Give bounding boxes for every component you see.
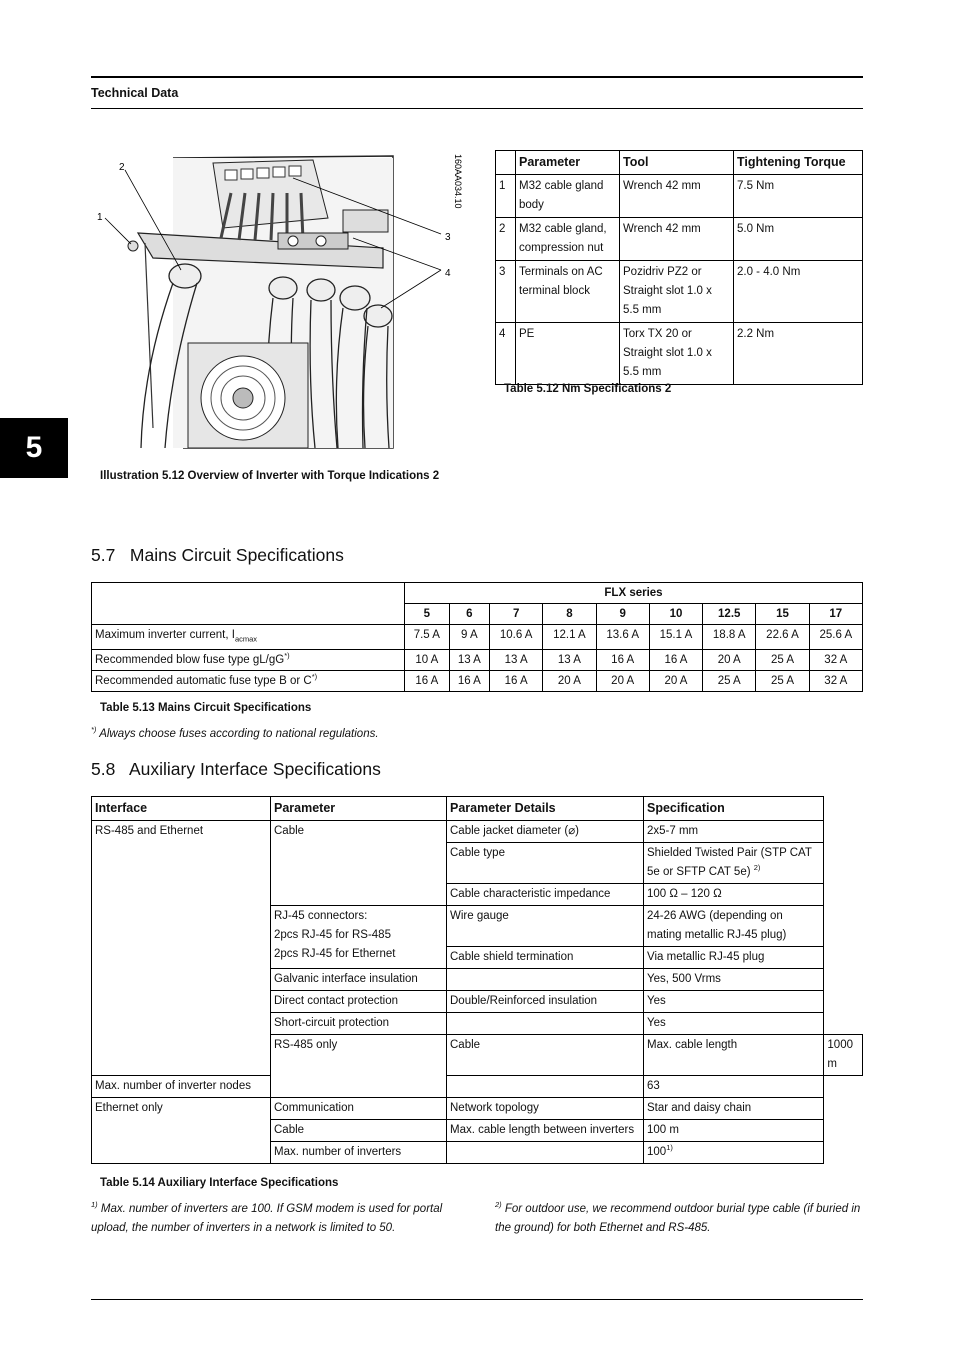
table-header-row — [92, 583, 863, 604]
column-header: 7 — [490, 604, 543, 625]
detail-cell: Cable type — [447, 843, 644, 884]
value-cell: 18.8 A — [703, 625, 756, 650]
spec-cell: Yes — [644, 991, 824, 1013]
detail-cell — [447, 1076, 644, 1098]
spec-cell: 1000 m — [824, 1035, 863, 1076]
table-row — [496, 175, 863, 218]
value-cell: 16 A — [490, 671, 543, 692]
parameter-cell: PE — [516, 323, 620, 385]
parameter-cell: Max. number of inverter nodes — [92, 1076, 271, 1098]
spec-cell: Yes, 500 Vrms — [644, 969, 824, 991]
table-header-row — [496, 151, 863, 175]
value-cell: 10.6 A — [490, 625, 543, 650]
tool-cell: Torx TX 20 or Straight slot 1.0 x 5.5 mm — [620, 323, 734, 385]
value-cell: 25.6 A — [809, 625, 862, 650]
table-row — [496, 261, 863, 323]
value-cell: 20 A — [703, 650, 756, 671]
parameter-cell: M32 cable gland body — [516, 175, 620, 218]
row-number: 1 — [496, 175, 516, 218]
footnote-1: $^{1)}$ Max. number of inverters are 100. If GSM modem is used for portal upload, the number of inverters in a network is limited to 50. — [91, 1200, 443, 1234]
table-row — [92, 821, 863, 843]
blank-header-cell — [92, 583, 405, 625]
value-cell: 13.6 A — [596, 625, 649, 650]
table-row — [92, 1098, 863, 1120]
value-cell: 20 A — [543, 671, 596, 692]
torque-cell: 2.0 - 4.0 Nm — [734, 261, 863, 323]
column-header: 17 — [809, 604, 862, 625]
spec-cell: 100 Ω – 120 Ω — [644, 884, 824, 906]
interface-cell: RS-485 only — [271, 1035, 447, 1098]
header-cell: Parameter — [271, 797, 447, 821]
table-row — [92, 650, 863, 671]
detail-cell — [447, 1142, 644, 1164]
table-row — [92, 625, 863, 650]
parameter-cell: Direct contact protection — [271, 991, 447, 1013]
table-row — [92, 671, 863, 692]
parameter-cell: Cable — [271, 1120, 447, 1142]
column-header: 10 — [649, 604, 702, 625]
column-header: 8 — [543, 604, 596, 625]
page-header-title: Technical Data — [91, 86, 179, 100]
header-cell: Tightening Torque — [734, 151, 863, 175]
table-row — [496, 323, 863, 385]
section-5-7-heading: 5.7 Mains Circuit Specifications — [91, 545, 344, 565]
mains-footnote: *) Always choose fuses according to national regulations. — [91, 725, 379, 740]
column-header: 6 — [449, 604, 489, 625]
auxiliary-interface-table — [91, 796, 863, 1164]
value-cell: 16 A — [449, 671, 489, 692]
spec-cell: 2x5-7 mm — [644, 821, 824, 843]
footnote-2: $^{2)}$ For outdoor use, we recommend outdoor burial type cable (if buried in the ground) for both Ethernet and RS-485. — [495, 1200, 861, 1234]
header-cell: Parameter — [516, 151, 620, 175]
callout-3: 3 — [445, 232, 451, 243]
nm-specifications-table — [495, 150, 863, 385]
value-cell: 10 A — [405, 650, 450, 671]
figure-code: 160AA034.10 — [453, 154, 463, 209]
footer-rule — [91, 1299, 863, 1300]
value-cell: 16 A — [405, 671, 450, 692]
row-label: Recommended blow fuse type gL/gG*) — [92, 650, 405, 671]
detail-cell: Wire gauge — [447, 906, 644, 947]
inverter-illustration — [93, 148, 463, 458]
detail-cell: Network topology — [447, 1098, 644, 1120]
chapter-tab: 5 — [0, 418, 68, 478]
spec-cell: Star and daisy chain — [644, 1098, 824, 1120]
tool-cell: Pozidriv PZ2 or Straight slot 1.0 x 5.5 mm — [620, 261, 734, 323]
value-cell: 32 A — [809, 671, 862, 692]
value-cell: 13 A — [490, 650, 543, 671]
value-cell: 25 A — [756, 671, 809, 692]
column-header: 15 — [756, 604, 809, 625]
parameter-cell: Cable — [447, 1035, 644, 1076]
section-5-8-heading: 5.8 Auxiliary Interface Specifications — [91, 759, 381, 779]
value-cell: 12.1 A — [543, 625, 596, 650]
series-label: FLX series — [405, 583, 863, 604]
interface-cell: RS-485 and Ethernet — [92, 821, 271, 1076]
torque-cell: 7.5 Nm — [734, 175, 863, 218]
value-cell: 13 A — [449, 650, 489, 671]
detail-cell: Max. cable length — [644, 1035, 824, 1076]
tool-cell: Wrench 42 mm — [620, 175, 734, 218]
parameter-cell: Terminals on AC terminal block — [516, 261, 620, 323]
value-cell: 22.6 A — [756, 625, 809, 650]
parameter-cell: Galvanic interface insulation — [271, 969, 447, 991]
detail-cell — [447, 969, 644, 991]
column-header: 5 — [405, 604, 450, 625]
detail-cell: Double/Reinforced insulation — [447, 991, 644, 1013]
spec-cell: 100 m — [644, 1120, 824, 1142]
parameter-cell: Max. number of inverters — [271, 1142, 447, 1164]
value-cell: 25 A — [703, 671, 756, 692]
mains-table-caption: Table 5.13 Mains Circuit Specifications — [100, 702, 312, 714]
column-header: 12.5 — [703, 604, 756, 625]
row-label: Recommended automatic fuse type B or C*) — [92, 671, 405, 692]
detail-cell: Cable jacket diameter (⌀) — [447, 821, 644, 843]
row-number: 4 — [496, 323, 516, 385]
value-cell: 20 A — [649, 671, 702, 692]
table-row — [92, 1076, 863, 1098]
torque-cell: 2.2 Nm — [734, 323, 863, 385]
callout-2: 2 — [119, 162, 125, 173]
torque-cell: 5.0 Nm — [734, 218, 863, 261]
header-top-rule — [91, 76, 863, 78]
value-cell: 32 A — [809, 650, 862, 671]
row-number: 3 — [496, 261, 516, 323]
detail-cell — [447, 1013, 644, 1035]
spec-cell: 24-26 AWG (depending on mating metallic RJ-45 plug) — [644, 906, 824, 947]
callout-1: 1 — [97, 212, 103, 223]
spec-cell: Via metallic RJ-45 plug — [644, 947, 824, 969]
interface-cell: Ethernet only — [92, 1098, 271, 1164]
column-header: 9 — [596, 604, 649, 625]
value-cell: 16 A — [649, 650, 702, 671]
parameter-cell: Cable — [271, 821, 447, 906]
mains-circuit-table — [91, 582, 863, 692]
illustration-caption: Illustration 5.12 Overview of Inverter with Torque Indications 2 — [100, 470, 440, 482]
tool-cell: Wrench 42 mm — [620, 218, 734, 261]
nm-table-caption: Table 5.12 Nm Specifications 2 — [504, 383, 672, 395]
value-cell: 15.1 A — [649, 625, 702, 650]
table-header-row — [92, 797, 863, 821]
aux-table-caption: Table 5.14 Auxiliary Interface Specifications — [100, 1177, 339, 1189]
detail-cell: Cable shield termination — [447, 947, 644, 969]
header-cell: Tool — [620, 151, 734, 175]
inverter-drawing — [93, 148, 463, 458]
row-number: 2 — [496, 218, 516, 261]
detail-cell: Cable characteristic impedance — [447, 884, 644, 906]
detail-cell: Max. cable length between inverters — [447, 1120, 644, 1142]
value-cell: 13 A — [543, 650, 596, 671]
header-cell: Specification — [644, 797, 824, 821]
spec-cell: 100$^{1)}$ — [644, 1142, 824, 1164]
header-cell: Interface — [92, 797, 271, 821]
table-row — [496, 218, 863, 261]
spec-cell: Shielded Twisted Pair (STP CAT 5e or SFTP CAT 5e) $^{2)}$ — [644, 843, 824, 884]
value-cell: 20 A — [596, 671, 649, 692]
parameter-cell: Communication — [271, 1098, 447, 1120]
parameter-cell: RJ-45 connectors: 2pcs RJ-45 for RS-485 2pcs RJ-45 for Ethernet — [271, 906, 447, 969]
parameter-cell: M32 cable gland, compression nut — [516, 218, 620, 261]
value-cell: 7.5 A — [405, 625, 450, 650]
value-cell: 9 A — [449, 625, 489, 650]
row-label: Maximum inverter current, $I_{acmax}$ — [92, 625, 405, 650]
header-cell: Parameter Details — [447, 797, 644, 821]
value-cell: 16 A — [596, 650, 649, 671]
callout-4: 4 — [445, 268, 451, 279]
spec-cell: Yes — [644, 1013, 824, 1035]
spec-cell: 63 — [644, 1076, 824, 1098]
value-cell: 25 A — [756, 650, 809, 671]
header-cell — [496, 151, 516, 175]
parameter-cell: Short-circuit protection — [271, 1013, 447, 1035]
header-bottom-rule — [91, 108, 863, 109]
